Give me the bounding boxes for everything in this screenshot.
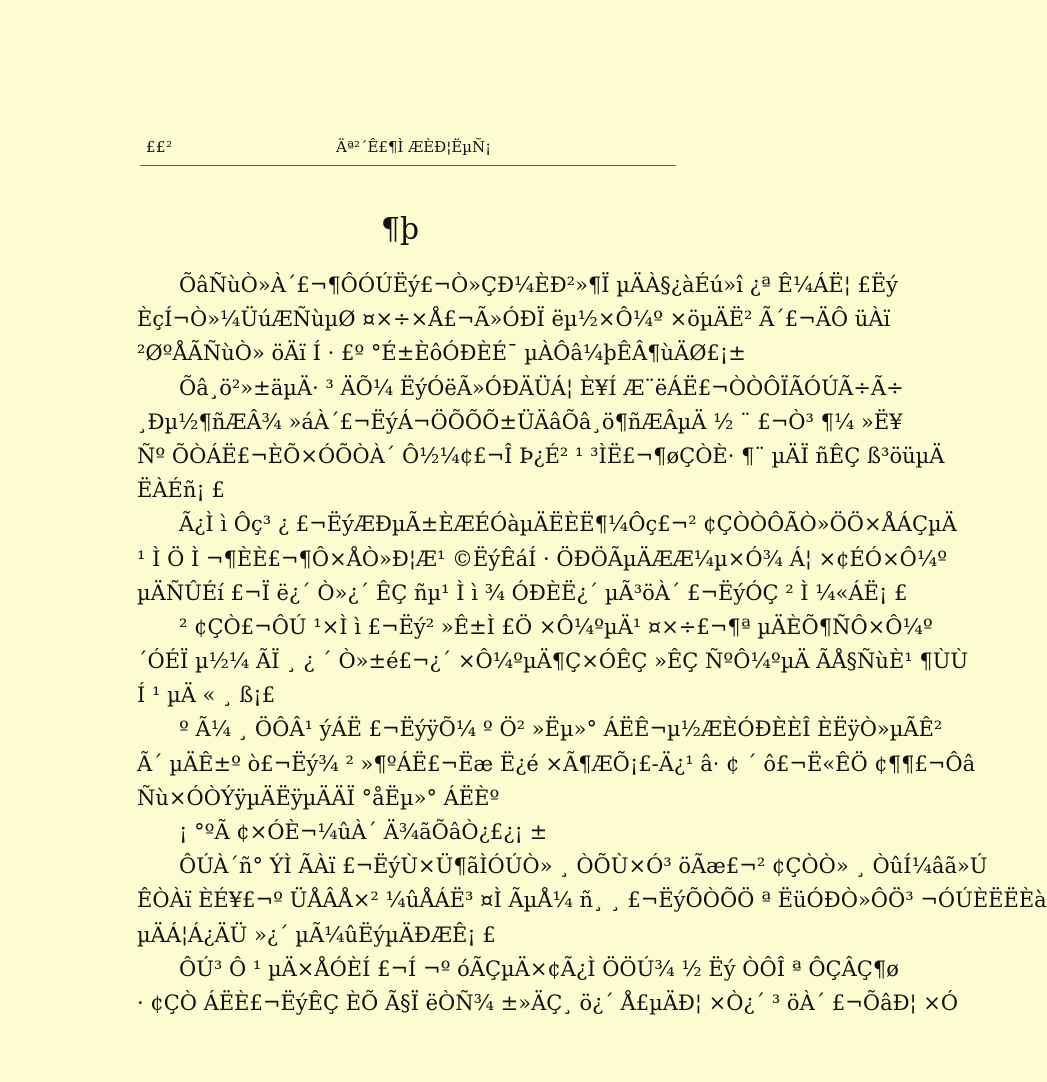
text-line: ÔÚ³ Ô ¹ µÄ×ÅÓÈÍ £¬Í ¬º óÃÇµÄ×¢Ã¿Ì ÖÖÚ¾ ½ Ëý ÒÔÎ ª ÔÇÂÇ¶ø bbox=[179, 956, 899, 981]
text-line: ÕâÑùÒ»À´£¬¶ÔÓÚËý£¬Ò»ÇÐ¼ÈÐ²»¶Ï µÄÀ§¿àÉú»î ¿ª Ê¼ÁË¦ £Ëý bbox=[179, 273, 899, 297]
text-line: Ñù×ÓÒÝÿµÄËÿµÄÄÏ °åËµ»° ÁËÈº bbox=[137, 785, 500, 810]
text-line: ²ØºÅÃÑùÒ» öÄï Í · £º °É±ÈôÓÐÈÉ¯ µÀÔâ¼þÊÂ¶ùÄØ£¡± bbox=[137, 341, 746, 366]
text-line: Ã´ µÄÊ±º ò£¬Ëý¾ ² »¶ºÁË£¬Ëæ Ë¿é ×Ã¶ÆÕ¡£-Ä¿¹ â· ¢ ´ ô£¬Ë«ÊÖ ¢¶¶£¬Ôâ bbox=[137, 751, 976, 776]
text-line: ÈçÍ¬Ò»¼ÜúÆÑùµØ ¤×÷×Å£¬Ã»ÓÐÏ ëµ½×Ô¼º ×öµÄË² Ã´£¬ÄÔ üÀï bbox=[137, 307, 891, 332]
text-line: Í ¹ µÄ « ¸ ß¡£ bbox=[137, 683, 276, 708]
text-line: ¸Ðµ½¶ñÆÂ¾ »áÀ´£¬ËýÁ¬ÖÕÕÕ±ÜÄâÕâ¸ö¶ñÆÂµÄ ½ ¨ £¬Ò³ ¶¼ »Ë¥ bbox=[137, 409, 903, 434]
text-line: Ã¿Ì ì Ôç³ ¿ £¬ËýÆÐµÃ±ÈÆÉÓàµÄËÈË¶¼Ôç£¬² ¢ÇÒÒÔÃÒ»ÖÖ×ÅÁÇµÄ bbox=[179, 512, 957, 537]
text-line: ´ÓÉÏ µ½¼ ÃÏ ¸ ¿ ´ Ò»±é£¬¿´ ×Ô¼ºµÄ¶Ç×ÓÊÇ »ÊÇ ÑºÔ¼ºµÄ ÃÅ§ÑùÈ¹ ¶ÙÙ bbox=[137, 649, 969, 674]
text-line: Ñº ÕÒÁË£¬ÈÕ×ÓÕÒÀ´ Ô½¼¢£¬Î Þ¿É² ¹ ³ÌË£¬¶øÇÒÈ· ¶¨ µÄÏ ñÊÇ ß³öüµÄ bbox=[137, 443, 945, 468]
text-line: µÄÁ¦Á¿ÄÜ »¿´ µÃ¼ûËýµÄÐÆÊ¡ £ bbox=[137, 922, 496, 947]
text-line: ¡ °ºÃ ¢×ÓÈ¬¼ûÀ´ Ä¾ãÕâÒ¿£¿¡ ± bbox=[179, 820, 548, 844]
section-heading: ¶þ bbox=[380, 212, 420, 247]
text-line: µÄÑÛÉí £¬Ï ë¿´ Ò»¿´ ÊÇ ñµ¹ Ì ì ¾ ÓÐÈË¿´ µÃ³öÀ´ £¬ËýÓÇ ² Ì ¼«ÁË¡ £ bbox=[137, 580, 908, 605]
text-line: ² ¢ÇÒ£¬ÔÚ ¹×Ì ì £¬Ëý² »Ê±Ì £Ö ×Ô¼ºµÄ¹ ¤×÷£¬¶ª µÄÈÕ¶ÑÔ×Ô¼º bbox=[179, 614, 933, 639]
text-line: Õâ¸ö²»±äµÄ· ³ ÄÕ¼ ËýÓëÃ»ÓÐÄÜÁ¦ È¥Í Æ¨ëÁË£¬ÒÒÔÏÃÓÚÃ÷Ã÷ bbox=[179, 375, 904, 400]
text-line: ËÀÉñ¡ £ bbox=[137, 478, 225, 503]
text-line: ÔÚÀ´ñ° ÝÌ ÃÀï £¬ËýÙ×Ü¶ãÌÓÚÒ» ¸ ÒÕÙ×Ó³ öÃæ£¬² ¢ÇÒÒ» ¸ ÒûÍ¼âã»Ú bbox=[179, 854, 988, 879]
page-number: ££² bbox=[146, 138, 173, 156]
header-rule bbox=[140, 165, 676, 166]
text-line: ÊÒÀï ÈÉ¥£¬º ÜÅÂÅ×² ¼ûÅÁË³ ¤Ì ÃµÅ¼ ñ¸ ¸ £¬ËýÕÒÕÖ ª ËüÓÐÒ»ÔÖ³ ¬ÓÚÈËËÈà bbox=[137, 888, 1047, 913]
text-line: º Ã¼ ¸ ÖÔÂ¹ ýÁË £¬ËýÿÕ¼ º Ö² »Ëµ»° ÁËÊ¬µ½ÆÈÓÐÈÈÎ ÈËÿÒ»µÃÊ² bbox=[179, 717, 943, 742]
body-text bbox=[137, 268, 1047, 1020]
running-header bbox=[140, 138, 676, 164]
running-title: Äª²´Ê£¶Ì ÆÈÐ¦ËµÑ¡ bbox=[336, 138, 492, 156]
text-line: · ¢ÇÒ ÁËÈ£¬ËýÊÇ ÈÕ Ã§Ï ëÒÑ¾ ±»ÄÇ¸ ö¿´ Å£µÄÐ¦ ×Ò¿´ ³ öÀ´ £¬ÕâÐ¦ ×Ó bbox=[137, 990, 959, 1015]
text-line: ¹ Ì Ö Ì ¬¶ÈÈ£¬¶Ô×ÅÒ»Ð¦Æ¹ ©ËýÊáÍ · ÖÐÖÃµÄÆÆ¼µ×Ó¾ Á¦ ×¢ÉÓ×Ô¼º bbox=[137, 546, 948, 571]
